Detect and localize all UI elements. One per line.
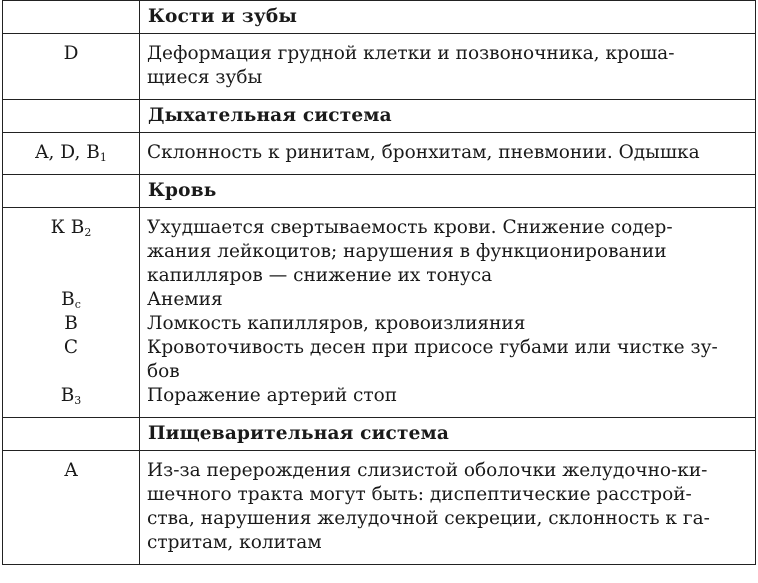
symptom-line: Анемия	[147, 289, 223, 310]
table-row	[3, 133, 756, 175]
symptom-line: капилляров — снижение их тонуса	[147, 265, 493, 286]
symptom-line: Склонность к ринитам, бронхитам, пневмонии. Одышка	[147, 142, 700, 163]
symptom-line: стритам, колитам	[147, 532, 322, 553]
section-title: Пищеварительная система	[140, 418, 756, 451]
vitamin-cell	[3, 34, 140, 100]
vitamin-label: B	[60, 385, 75, 406]
vitamin-subscript: 1	[99, 151, 107, 164]
symptom-line: шечного тракта могут быть: диспептические расстрой-	[147, 484, 692, 505]
section-title: Кровь	[140, 175, 756, 208]
section-header-empty-cell	[3, 418, 140, 451]
section-header-row	[3, 100, 756, 133]
section-header-empty-cell	[3, 175, 140, 208]
symptom-line: Кровоточивость десен при присосе губами или чистке зу-	[147, 337, 718, 358]
symptom-line: щиеся зубы	[147, 67, 263, 88]
section-header-empty-cell	[3, 100, 140, 133]
section-header-row	[3, 175, 756, 208]
table-row	[3, 451, 756, 565]
vitamin-label: C	[63, 337, 79, 358]
symptom-cell	[140, 208, 756, 418]
symptom-line: Деформация грудной клетки и позвоночника, кроша-	[147, 43, 675, 64]
symptom-cell	[140, 133, 756, 175]
section-header-row	[3, 418, 756, 451]
symptom-line: Ломкость капилляров, кровоизлияния	[147, 313, 526, 334]
vitamin-label: B	[64, 313, 78, 334]
vitamin-label: К B	[50, 217, 85, 238]
vitamin-subscript: 3	[74, 394, 82, 407]
section-header-row	[3, 1, 756, 34]
table-row	[3, 34, 756, 100]
vitamin-cell	[3, 451, 140, 565]
symptom-line: Поражение артерий стоп	[147, 385, 398, 406]
vitamin-cell	[3, 133, 140, 175]
symptom-line: Из-за перерождения слизистой оболочки желудочно-ки-	[147, 460, 708, 481]
symptom-line: Ухудшается свертываемость крови. Снижение содер-	[147, 217, 673, 238]
vitamin-label: A	[64, 460, 78, 481]
vitamin-label: D	[63, 43, 79, 64]
vitamin-subscript: c	[74, 298, 81, 311]
vitamin-label: B	[61, 289, 75, 310]
section-title: Дыхательная система	[140, 100, 756, 133]
table-row	[3, 208, 756, 418]
symptoms-table	[2, 0, 756, 565]
symptom-cell	[140, 34, 756, 100]
section-header-empty-cell	[3, 1, 140, 34]
symptom-line: ства, нарушения желудочной секреции, склонность к га-	[147, 508, 710, 529]
symptom-cell	[140, 451, 756, 565]
symptom-line: жания лейкоцитов; нарушения в функционировании	[147, 241, 667, 262]
vitamin-label: A, D, B	[35, 142, 100, 163]
vitamin-subscript: 2	[84, 226, 92, 239]
vitamin-cell	[3, 208, 140, 418]
section-title: Кости и зубы	[140, 1, 756, 34]
symptom-line: бов	[147, 361, 180, 382]
